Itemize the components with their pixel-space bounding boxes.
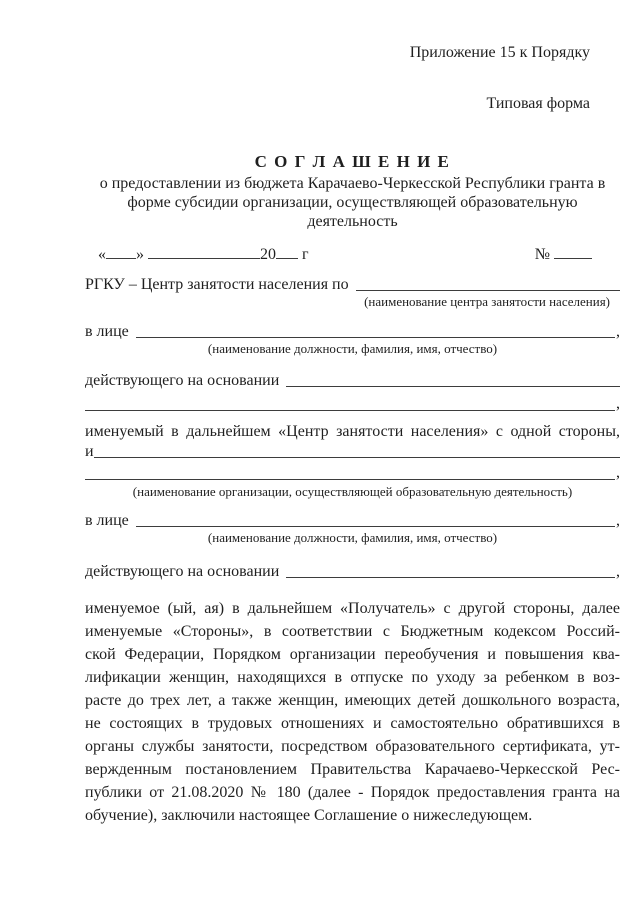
comma: ,	[616, 563, 620, 580]
acting-basis-row-1	[85, 372, 620, 390]
comma: ,	[616, 395, 620, 412]
continuation-blank-2	[85, 479, 615, 480]
paragraph-line: не состоящих в трудовых отношениях и самостоятельно обратившихся в	[85, 715, 620, 732]
date-number-row	[85, 245, 620, 264]
paragraph-line: ской Федерации, Порядком организации переобучения и повышения ква-	[85, 646, 620, 663]
comma: ,	[616, 512, 620, 529]
paragraph-line: именуемые «Стороны», в соответствии с Бюджетным кодексом Россий-	[85, 623, 620, 640]
paragraph-line: лификации женщин, находящихся в отпуске по уходу за ребенком в воз-	[85, 669, 620, 686]
close-quote: »	[136, 246, 144, 263]
paragraph-line: публики от 21.08.2020 № 180 (далее - Порядок предоставления гранта на	[85, 784, 620, 801]
comma: ,	[616, 323, 620, 340]
in-person-label-2: в лице	[85, 512, 129, 529]
date-field	[98, 245, 309, 264]
continuation-blank-row-2	[85, 464, 620, 482]
appendix-note: Приложение 15 к Порядку	[409, 44, 590, 61]
paragraph-line: органы службы занятости, посредством образовательного сертификата, ут-	[85, 738, 620, 755]
org-caption: (наименование организации, осуществляющей образовательную деятельность)	[132, 484, 573, 499]
employment-center-row	[85, 276, 620, 294]
number-blank	[554, 245, 592, 259]
document-title: С О Г Л А Ш Е Н И Е	[254, 152, 451, 171]
acting-basis-label-2: действующего на основании	[85, 563, 280, 580]
continuation-blank-1	[85, 410, 615, 411]
number-field	[535, 245, 592, 264]
employment-center-caption: (наименование центра занятости населения)	[364, 294, 610, 309]
comma: ,	[616, 464, 620, 481]
and-row	[85, 443, 620, 461]
paragraph-line: именуемое (ый, ая) в дальнейшем «Получатель» с другой стороны, далее	[85, 600, 620, 617]
acting-basis-blank-2	[286, 577, 615, 578]
and-blank	[94, 457, 620, 458]
employment-center-blank	[356, 290, 620, 291]
in-person-row-1	[85, 323, 620, 341]
acting-basis-blank-1	[286, 386, 620, 387]
number-label: №	[534, 246, 550, 263]
open-quote: «	[98, 246, 106, 263]
document-content	[85, 0, 620, 827]
paragraph-line: вержденным постановлением Правительства Карачаево-Черкесской Рес-	[85, 761, 620, 778]
acting-basis-label-1: действующего на основании	[85, 372, 280, 389]
in-person-row-2	[85, 512, 620, 530]
year-suffix: г	[302, 246, 309, 263]
person-caption-2: (наименование должности, фамилия, имя, отчество)	[207, 530, 498, 545]
acting-basis-row-2	[85, 563, 620, 581]
employment-center-label: РГКУ – Центр занятости населения по	[85, 276, 349, 293]
agreement-paragraph	[85, 597, 620, 827]
in-person-blank-2	[136, 526, 615, 527]
form-type-note: Типовая форма	[486, 95, 590, 112]
in-person-label-1: в лице	[85, 323, 129, 340]
in-person-blank-1	[136, 337, 615, 338]
month-blank	[148, 245, 260, 259]
paragraph-line: расте до трех лет, а также женщин, имеющих детей дошкольного возраста,	[85, 692, 620, 709]
document-subtitle: о предоставлении из бюджета Карачаево-Черкесской Республики гранта в форме субсидии организации, осуществляющей образовательную деятельность	[99, 175, 606, 230]
year-prefix: 20	[260, 246, 276, 263]
named-center-line: именуемый в дальнейшем «Центр занятости населения» с одной стороны,	[85, 423, 620, 440]
continuation-blank-row-1	[85, 395, 620, 413]
person-caption-1: (наименование должности, фамилия, имя, отчество)	[207, 341, 498, 356]
day-blank	[106, 245, 136, 259]
and-label: и	[85, 443, 94, 460]
paragraph-line: обучение), заключили настоящее Соглашение о нижеследующем.	[85, 807, 533, 824]
year-blank	[276, 245, 298, 259]
